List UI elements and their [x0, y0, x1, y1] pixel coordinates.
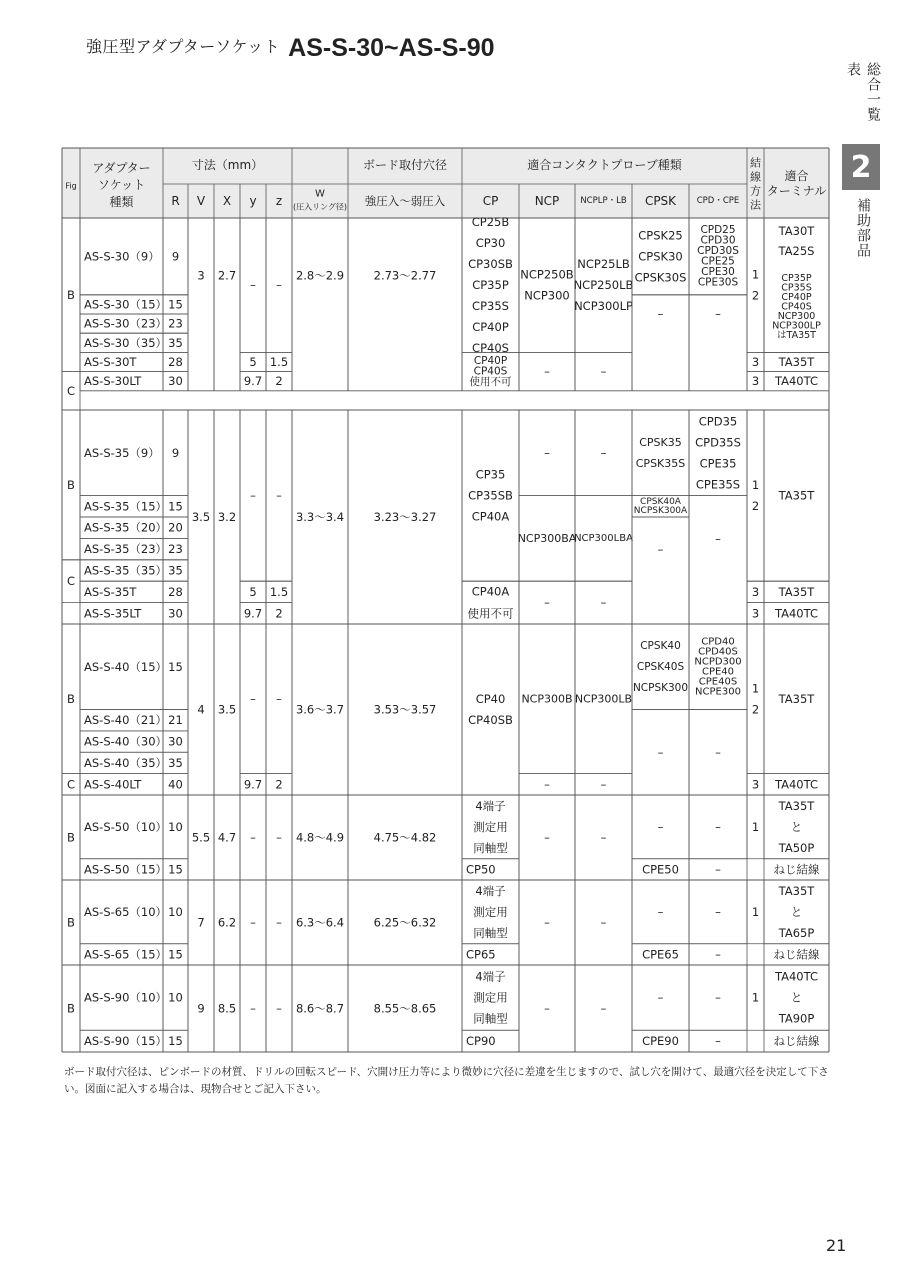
table-cell-text: – — [657, 904, 664, 919]
header-wiring-method: 法 — [750, 198, 761, 212]
header-socket-type: ソケット — [97, 178, 146, 192]
table-cell-text: CPSK40 — [640, 639, 681, 652]
table-cell-text: 1.5 — [269, 584, 289, 599]
header-ncp: NCP — [534, 194, 560, 208]
table-cell-text: NCPD300 — [694, 656, 742, 668]
table-cell-text: AS-S-30（15） — [84, 297, 168, 312]
table-cell-text: 5.5 — [191, 830, 211, 845]
table-cell-text: 15 — [168, 947, 183, 962]
table-cell-text: 3.3～3.4 — [295, 510, 345, 524]
table-cell-text: – — [544, 1001, 550, 1016]
side-tab-top: 総合一覧表 — [845, 62, 881, 122]
table-cell-text: 21 — [168, 713, 183, 728]
table-cell-text: 1 — [751, 478, 760, 493]
title-prefix: 強圧型アダプターソケット — [86, 37, 281, 56]
table-cell-text: CP35P — [781, 273, 812, 285]
table-cell-text: NCPE300 — [695, 686, 741, 698]
table-cell-text: AS-S-65（15） — [84, 947, 168, 962]
header-socket-type: 種類 — [109, 195, 134, 209]
table-cell-text: 使用不可 — [469, 376, 512, 389]
table-cell-text: 2 — [751, 702, 760, 717]
table-cell-text: – — [544, 595, 550, 610]
table-cell-text: – — [276, 830, 282, 845]
table-cell-text: – — [715, 990, 721, 1005]
table-cell-text: AS-S-30（35） — [84, 335, 168, 350]
table-cell-text: 4端子 — [475, 798, 506, 813]
table-cell-text: CPD40 — [701, 636, 735, 648]
table-cell-text: – — [544, 445, 550, 460]
table-cell-text: 35 — [168, 755, 183, 770]
table-cell-text: CP35S — [472, 299, 509, 314]
table-cell-text: CP35P — [472, 278, 509, 293]
table-cell-text: CP40S — [781, 301, 812, 313]
table-cell-text: 同軸型 — [473, 840, 508, 855]
header-terminal: 適合 — [784, 169, 809, 183]
table-cell-text: CP40S — [472, 341, 509, 356]
table-cell-text: – — [715, 306, 721, 321]
table-cell-text: TA25S — [778, 244, 815, 259]
table-cell-text: 35 — [168, 335, 183, 350]
table-cell-text: 4端子 — [475, 969, 506, 984]
table-cell-text: 3.23～3.27 — [373, 510, 437, 524]
table-cell-text: CP35 — [475, 467, 506, 482]
table-cell-text: CPSK35 — [639, 435, 682, 449]
header-wiring-method: 結 — [750, 156, 761, 170]
table-cell-text: CP40S — [473, 365, 508, 378]
table-cell-text: – — [250, 691, 256, 706]
table-cell-text: 3 — [197, 268, 205, 283]
table-cell-text: TA35T — [778, 584, 815, 599]
title-model-range: AS-S-30~AS-S-90 — [288, 34, 495, 62]
table-cell-text: 28 — [168, 355, 183, 369]
table-cell-text: CPSK35S — [635, 456, 686, 470]
table-cell-text: 15 — [168, 659, 183, 674]
table-cell-text: NCP300LBA — [574, 532, 633, 544]
table-cell-text: 2 — [275, 374, 283, 389]
table-cell-text: 10 — [168, 904, 183, 919]
table-cell-text: TA35T — [778, 355, 815, 369]
table-cell-text: 15 — [168, 1034, 183, 1049]
table-cell-text: 4.75～4.82 — [373, 830, 437, 845]
table-cell-text: NCP300 — [777, 311, 816, 323]
table-cell-text: CP90 — [466, 1034, 496, 1049]
header-cp: CP — [482, 194, 499, 208]
table-cell-text: – — [715, 947, 721, 962]
header-terminal: ターミナル — [766, 184, 827, 198]
table-cell-text: NCPSK300A — [633, 505, 688, 516]
table-cell-text: 測定用 — [473, 819, 508, 834]
table-cell-text: CPE35 — [699, 456, 737, 471]
table-cell-text: 4 — [197, 702, 205, 717]
table-cell-text: TA40TC — [774, 374, 819, 389]
table-cell-text: 4.8～4.9 — [295, 830, 345, 845]
table-cell-text: TA65P — [778, 925, 815, 940]
side-tab-number: 2 — [842, 144, 880, 190]
table-cell-text: 6.2 — [217, 915, 237, 930]
table-cell-text: 9.7 — [243, 374, 263, 389]
table-cell-text: CP30SB — [468, 257, 513, 272]
table-cell-text: ねじ結線 — [773, 1034, 820, 1049]
table-cell-text: TA40TC — [774, 969, 819, 984]
table-cell-text: NCP300LP — [772, 320, 821, 332]
table-cell-text: CP40A — [471, 584, 510, 599]
table-cell-text: AS-S-35LT — [84, 606, 142, 621]
table-cell-text: ねじ結線 — [773, 947, 820, 962]
table-cell-text: C — [66, 777, 76, 792]
table-cell-text: 2 — [275, 606, 283, 621]
table-cell-text: 同軸型 — [473, 1011, 508, 1026]
table-cell-text: CPE35S — [695, 477, 741, 492]
table-cell-text: AS-S-35（15） — [84, 499, 168, 514]
table-cell-text: CPE40 — [701, 666, 735, 678]
table-cell-text: 6.25～6.32 — [373, 915, 437, 930]
table-cell-text: 23 — [168, 542, 183, 557]
table-cell-text: 2 — [275, 777, 283, 792]
table-cell-text: CPD35S — [695, 435, 741, 450]
table-cell-text: CP50 — [466, 862, 496, 877]
table-cell-text: 28 — [168, 584, 183, 599]
table-cell-text: 15 — [168, 297, 183, 312]
table-cell-text: 測定用 — [473, 990, 508, 1005]
table-cell-text: 1 — [751, 819, 760, 834]
table-cell-text: – — [600, 364, 607, 379]
table-cell-text: CPE40S — [698, 676, 738, 688]
table-cell-text: CP40P — [472, 320, 509, 335]
header-cpsk: CPSK — [644, 194, 677, 208]
table-cell-text: CP65 — [466, 947, 496, 962]
table-cell-text: 2.8～2.9 — [295, 268, 345, 283]
table-cell-text: CPD30 — [700, 234, 736, 247]
header-dim-R: R — [171, 194, 180, 208]
table-cell-text: CPSK25 — [638, 228, 683, 243]
table-cell-text: NCP300BA — [517, 531, 577, 545]
table-cell-text: CP40A — [471, 509, 510, 524]
table-cell-text: AS-S-50（10） — [84, 819, 168, 834]
table-cell-text: 10 — [168, 819, 183, 834]
table-cell-text: 3.5 — [191, 510, 211, 524]
table-cell-text: CP35S — [781, 282, 812, 294]
table-cell-text: CPSK40A — [640, 496, 681, 507]
table-cell-text: C — [66, 383, 76, 398]
table-cell-text: 1 — [751, 904, 760, 919]
table-cell-text: CPD25 — [700, 224, 736, 237]
table-cell-text: TA40TC — [774, 777, 819, 792]
table-cell-text: AS-S-40（15） — [84, 659, 168, 674]
table-cell-text: CP30 — [475, 236, 506, 251]
table-cell-text: 3 — [751, 355, 760, 369]
table-cell-text: TA50P — [778, 840, 815, 855]
table-cell-text: CPE30 — [701, 266, 735, 279]
header-ncplp: NCPLP・LB — [580, 196, 627, 206]
table-cell-text: NCP250LB — [573, 278, 634, 293]
table-cell-text: 9 — [171, 445, 180, 460]
table-cell-text: AS-S-50（15） — [84, 862, 168, 877]
table-cell-text: AS-S-40（30） — [84, 734, 168, 749]
table-cell-text: NCP25LB — [577, 257, 630, 272]
table-cell-text: – — [250, 278, 256, 293]
table-cell-text: – — [544, 830, 550, 845]
table-cell-text: 3 — [751, 777, 760, 792]
table-cell-text: – — [600, 830, 607, 845]
table-cell-text: – — [276, 691, 282, 706]
table-cell-text: CPE90 — [642, 1034, 679, 1049]
table-cell-text: – — [544, 364, 550, 379]
side-tab-bottom: 補助部品 — [855, 198, 871, 258]
table-cell-text: – — [544, 777, 550, 792]
table-cell-text: CPE30S — [697, 276, 739, 289]
table-cell-text: CPSK30 — [638, 249, 683, 264]
table-cell-text: AS-S-35（23） — [84, 542, 168, 557]
table-cell-text: 測定用 — [473, 904, 508, 919]
table-cell-text: AS-S-30（23） — [84, 316, 168, 331]
table-cell-text: 6.3～6.4 — [295, 915, 345, 930]
header-dim-W-note: (圧入リング径) — [292, 202, 348, 212]
table-cell-text: AS-S-35（9） — [84, 445, 160, 460]
table-cell-text: 9 — [197, 1001, 205, 1016]
table-cell-text: – — [715, 1034, 721, 1049]
table-cell-text: – — [600, 915, 607, 930]
table-cell-text: B — [67, 477, 75, 492]
table-cell-text: TA90P — [778, 1011, 815, 1026]
table-cell-text: CP40SB — [468, 713, 513, 727]
table-cell-text: 2 — [751, 499, 760, 514]
table-cell-text: CP35SB — [468, 488, 513, 503]
table-cell-text: CPD35 — [698, 414, 738, 429]
table-cell-text: AS-S-40LT — [84, 777, 142, 792]
table-cell-text: – — [276, 1001, 282, 1016]
table-cell-text: 2 — [751, 288, 760, 303]
table-cell-text: 35 — [168, 563, 183, 578]
table-cell-text: 1 — [751, 681, 760, 696]
table-cell-text: TA35T — [778, 883, 815, 898]
table-cell-text: と — [790, 819, 803, 834]
header-board-hole: ボード取付穴径 — [362, 158, 448, 172]
table-cell-text: CP40P — [781, 292, 812, 304]
table-cell-text: AS-S-35（35） — [84, 563, 168, 578]
table-cell-text: AS-S-30LT — [84, 374, 142, 389]
table-cell-text: 3.53～3.57 — [373, 702, 437, 717]
footnote: ボード取付穴径は、ピンボードの材質、ドリルの回転スピード、穴開け圧力等により微妙に穴径に差違を生じますので、試し穴を開けて、最適穴径を決定して下さい。図面に記入する場合は、現物合せとご記入下さい。 — [64, 1066, 829, 1095]
table-cell-text: – — [657, 542, 664, 557]
table-cell-text: – — [657, 306, 664, 321]
table-cell-text: NCP300LB — [574, 692, 633, 706]
table-cell-text: – — [657, 990, 664, 1005]
table-cell-text: AS-S-40（35） — [84, 755, 168, 770]
table-cell-text: AS-S-90（15） — [84, 1034, 168, 1049]
header-wiring-method: 線 — [750, 170, 761, 184]
table-cell-text: – — [276, 278, 282, 293]
table-cell-text: 7 — [197, 915, 205, 930]
table-cell-text: AS-S-30（9） — [84, 249, 160, 264]
table-cell-text: AS-S-30T — [84, 355, 137, 369]
table-cell-text: 1 — [751, 267, 760, 282]
table-cell-text: CP40P — [473, 355, 508, 368]
table-cell-text: 30 — [168, 374, 183, 389]
table-cell-text: – — [600, 1001, 607, 1016]
table-cell-text: ねじ結線 — [773, 862, 820, 877]
table-cell-text: NCP300LP — [574, 299, 633, 314]
table-cell-text: 3 — [751, 606, 760, 621]
table-cell-text: 3 — [751, 584, 760, 599]
table-cell-text: – — [600, 445, 607, 460]
table-cell-text: 9.7 — [243, 606, 263, 621]
table-cell-text: – — [715, 904, 721, 919]
header-dim-z: z — [275, 194, 283, 208]
table-cell-text: 9.7 — [243, 777, 263, 792]
table-cell-text: TA40TC — [774, 606, 819, 621]
table-cell-text: 1.5 — [269, 355, 289, 369]
table-cell-text: と — [790, 904, 803, 919]
table-cell-text: CPE65 — [642, 947, 679, 962]
table-cell-text: 4.7 — [217, 830, 237, 845]
header-dim-X: X — [222, 194, 232, 208]
table-cell-text: CPE50 — [642, 862, 679, 877]
table-cell-text: と — [790, 990, 803, 1005]
table-cell-text: TA30T — [778, 224, 815, 239]
table-cell-text: TA35T — [778, 488, 815, 503]
table-cell-text: CPD30S — [697, 245, 739, 258]
table-cell-text: 3 — [751, 374, 760, 389]
table-cell-text: 15 — [168, 862, 183, 877]
table-cell-text: 40 — [168, 777, 183, 792]
table-cell-text: 10 — [168, 990, 183, 1005]
table-cell-text: 8.6～8.7 — [295, 1001, 345, 1016]
table-cell-text: C — [66, 574, 76, 589]
table-cell-text: – — [600, 777, 607, 792]
table-cell-text: 使用不可 — [467, 606, 514, 621]
table-cell-text: CPSK40S — [636, 660, 685, 673]
header-dimensions: 寸法（mm） — [191, 158, 264, 172]
header-dim-V: V — [196, 194, 206, 208]
table-cell-text: B — [67, 830, 75, 845]
table-cell-text: AS-S-40（21） — [84, 713, 168, 728]
header-probes: 適合コンタクトプローブ種類 — [527, 158, 682, 172]
table-cell-text: CP25B — [471, 215, 510, 230]
header-socket-type: アダプター — [92, 161, 151, 175]
table-cell-text: – — [715, 862, 721, 877]
table-cell-text: 同軸型 — [473, 925, 508, 940]
table-cell-text: B — [67, 691, 75, 706]
table-cell-text: はTA35T — [777, 330, 816, 342]
table-cell-text: – — [276, 915, 282, 930]
table-cell-text: 23 — [168, 316, 183, 331]
table-cell-text: AS-S-35（20） — [84, 520, 168, 535]
table-cell-text: – — [250, 488, 256, 503]
table-cell-text: 5 — [249, 584, 257, 599]
table-cell-text: – — [276, 488, 282, 503]
table-cell-text: CPSK30S — [634, 270, 687, 285]
table-cell-text: NCP300 — [524, 288, 570, 303]
table-cell-text: 3.6～3.7 — [295, 702, 345, 717]
table-cell-text: NCP300B — [521, 692, 573, 706]
header-cpd: CPD・CPE — [696, 196, 740, 206]
table-cell-text: – — [250, 1001, 256, 1016]
table-cell-text: – — [250, 830, 256, 845]
table-cell-text: CP40 — [475, 692, 506, 706]
header-dim-y: y — [249, 194, 257, 208]
header-wiring-method: 方 — [750, 184, 761, 198]
table-cell-text: AS-S-35T — [84, 584, 137, 599]
table-cell-text: 1 — [751, 990, 760, 1005]
header-board-hole-sub: 強圧入～弱圧入 — [364, 194, 446, 208]
table-cell-text: 4端子 — [475, 883, 506, 898]
table-cell-text: 3.5 — [217, 702, 237, 717]
table-cell-text: 2.73～2.77 — [373, 268, 437, 283]
table-cell-text: 8.55～8.65 — [373, 1001, 437, 1016]
table-cell-text: – — [657, 819, 664, 834]
table-cell-text: 30 — [168, 606, 183, 621]
page-number: 21 — [826, 1236, 847, 1255]
table-cell-text: TA35T — [778, 691, 815, 706]
table-cell-text: 20 — [168, 520, 183, 535]
table-cell-text: 15 — [168, 499, 183, 514]
table-cell-text: 9 — [171, 249, 180, 264]
table-cell-text: AS-S-65（10） — [84, 904, 168, 919]
table-cell-text: B — [67, 915, 75, 930]
table-cell-text: – — [715, 531, 721, 546]
table-cell-text: 2.7 — [217, 268, 237, 283]
table-cell-text: – — [250, 915, 256, 930]
table-cell-text: – — [600, 595, 607, 610]
table-cell-text: – — [715, 819, 721, 834]
table-cell-text: 30 — [168, 734, 183, 749]
table-cell-text: B — [67, 287, 75, 302]
table-cell-text: NCP250B — [520, 267, 574, 282]
header-dim-W: W — [315, 188, 325, 200]
table-cell-text: 8.5 — [217, 1001, 237, 1016]
header-fig: Fig — [65, 181, 77, 191]
table-cell-text: – — [657, 745, 664, 760]
table-cell-text: NCPSK300 — [632, 681, 689, 694]
table-cell-text: – — [544, 915, 550, 930]
table-cell-text: CPD40S — [698, 646, 738, 658]
table-cell-text: CPE25 — [701, 255, 735, 268]
table-cell-text: – — [715, 745, 721, 760]
table-cell-text: TA35T — [778, 798, 815, 813]
table-cell-text: B — [67, 1001, 75, 1016]
table-cell-text: AS-S-90（10） — [84, 990, 168, 1005]
table-cell-text: 3.2 — [217, 510, 237, 524]
table-cell-text: 5 — [249, 355, 257, 369]
